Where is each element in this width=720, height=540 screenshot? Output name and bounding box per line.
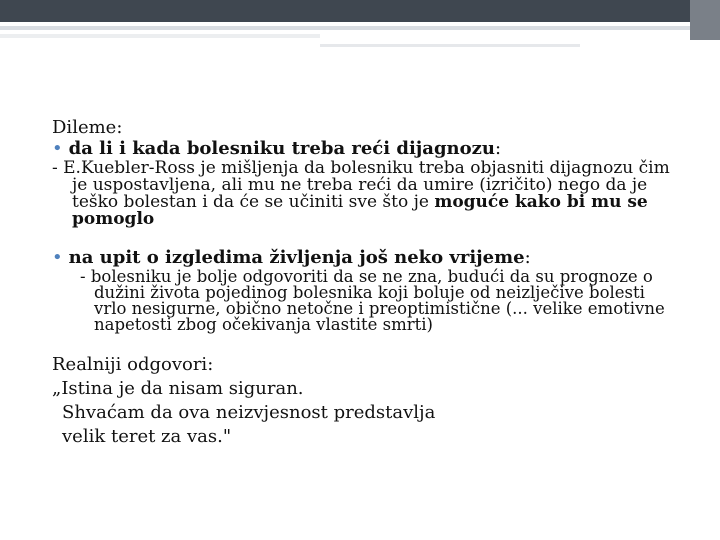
bullet-item-1 [52,139,682,158]
realniji-label: Realniji odgovori: [52,354,214,375]
header-divider [0,26,690,30]
bullet-1-text: da li i kada bolesniku treba reći dijagnozu [68,138,495,159]
bullet-icon: • [52,138,63,159]
sub-1-emphasis: moguće kako bi mu se pomoglo [72,192,648,229]
bullet-2-colon: : [524,247,531,268]
sub-item-1 [52,160,682,228]
header-accent-line [320,44,580,47]
header-subline [0,34,320,38]
bullet-2-text: na upit o izgledima življenja još neko vrijeme [68,247,525,268]
quote-line-2: Shvaćam da ova neizvjesnost predstavlja [62,402,436,423]
bullet-icon: • [52,247,63,268]
quote-line-3: velik teret za vas." [62,426,232,447]
bullet-1-colon: : [494,138,502,159]
dileme-label: Dileme: [52,117,123,138]
sub-item-2: - bolesniku je bolje odgovoriti da se ne zna, budući da su prognoze o dužini života pojedinog bolesnika koji boluje od neizlječive bolesti vrlo nesigurne, obično netočne i preoptimistične (... velike emotivne napetosti zbog očekivanja vlastite smrti) [80,267,665,334]
slide-body [52,118,682,449]
slide-header-band [0,0,720,30]
quote-line-1: „Istina je da nisam siguran. [52,378,304,399]
realniji-block [52,353,682,449]
header-dark-bar [0,0,690,22]
bullet-item-2 [52,248,682,267]
header-accent-block [690,0,720,40]
sub-1-text: - E.Kuebler-Ross je mišljenja da bolesniku treba objasniti dijagnozu čim je uspostavljena, ali mu ne treba reći da umire (izričito) nego da je teško bolestan i da će se učiniti sve što je [52,158,670,212]
